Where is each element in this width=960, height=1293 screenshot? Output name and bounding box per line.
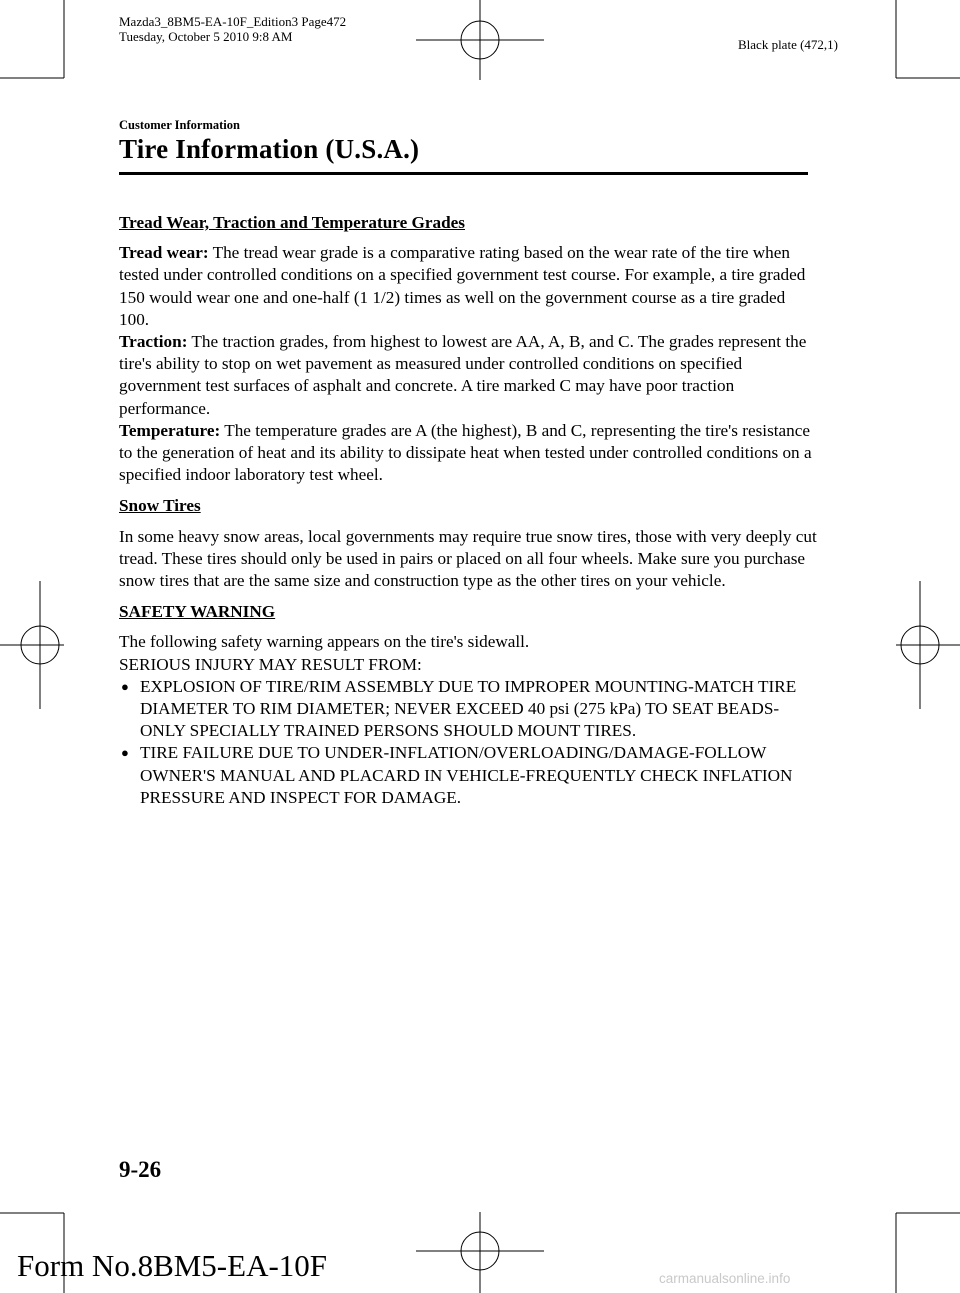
- tread-wear-text: The tread wear grade is a comparative rating based on the wear rate of the tire when tested under controlled conditions on a specified government test course. For example, a tire graded 150 would wear one and one-half (1 1/2) times as well on the government course as a tire graded 100.: [119, 243, 806, 329]
- page-number: 9-26: [119, 1157, 162, 1182]
- safety-bullet-list: [119, 676, 819, 809]
- plate-label: Black plate (472,1): [738, 37, 838, 52]
- snow-paragraph: In some heavy snow areas, local governments may require true snow tires, those with very deeply cut tread. These tires should only be used in pairs or placed on all four wheels. Make sure you purchase snow tires that are the same size and construction type as the other tires on your vehicle.: [119, 526, 817, 591]
- safety-bullet-text: EXPLOSION OF TIRE/RIM ASSEMBLY DUE TO IMPROPER MOUNTING-MATCH TIRE DIAMETER TO RIM DIAMETER; NEVER EXCEED 40 psi (275 kPa) TO SEAT BEADS-ONLY SPECIALLY TRAINED PERSONS SHOULD MOUNT TIRES.: [140, 676, 797, 741]
- bullet-icon: ●: [121, 678, 129, 694]
- temperature-label: Temperature:: [119, 420, 221, 440]
- temperature-text: The temperature grades are A (the highest), B and C, representing the tire's resistance to the generation of heat and its ability to dissipate heat when tested under controlled conditions on a specified indoor laboratory test wheel.: [119, 420, 812, 485]
- snow-heading: Snow Tires: [119, 496, 201, 516]
- title-rule: [119, 172, 808, 175]
- traction-paragraph: [119, 331, 819, 420]
- safety-heading: SAFETY WARNING: [119, 602, 276, 622]
- grades-heading: Tread Wear, Traction and Temperature Grades: [119, 213, 465, 232]
- tread-wear-label: Tread wear:: [119, 243, 209, 263]
- traction-label: Traction:: [119, 332, 188, 352]
- safety-intro: The following safety warning appears on the tire's sidewall.: [119, 632, 530, 652]
- safety-bullet-text: TIRE FAILURE DUE TO UNDER-INFLATION/OVERLOADING/DAMAGE-FOLLOW OWNER'S MANUAL AND PLACARD IN VEHICLE-FREQUENTLY CHECK INFLATION PRESSURE AND INSPECT FOR DAMAGE.: [140, 743, 793, 807]
- bullet-icon: ●: [121, 745, 129, 761]
- main-content: [119, 212, 819, 809]
- form-number: Form No.8BM5-EA-10F: [17, 1248, 328, 1283]
- traction-text: The traction grades, from highest to lowest are AA, A, B, and C. The grades represent the tire's ability to stop on wet pavement as measured under controlled conditions on specified government test surfaces of asphalt and concrete. A tire marked C may have poor traction performance.: [119, 332, 807, 418]
- page-title: Tire Information (U.S.A.): [119, 134, 420, 164]
- print-file-line: Mazda3_8BM5-EA-10F_Edition3 Page472: [119, 14, 347, 29]
- list-item: [119, 676, 819, 743]
- safety-serious: SERIOUS INJURY MAY RESULT FROM:: [119, 654, 422, 674]
- print-date-line: Tuesday, October 5 2010 9:8 AM: [119, 29, 293, 44]
- section-label: Customer Information: [119, 118, 240, 132]
- print-header: [119, 14, 346, 44]
- temperature-paragraph: [119, 420, 819, 487]
- tread-wear-paragraph: [119, 242, 819, 331]
- watermark: carmanualsonline.info: [659, 1271, 791, 1286]
- list-item: [119, 742, 819, 809]
